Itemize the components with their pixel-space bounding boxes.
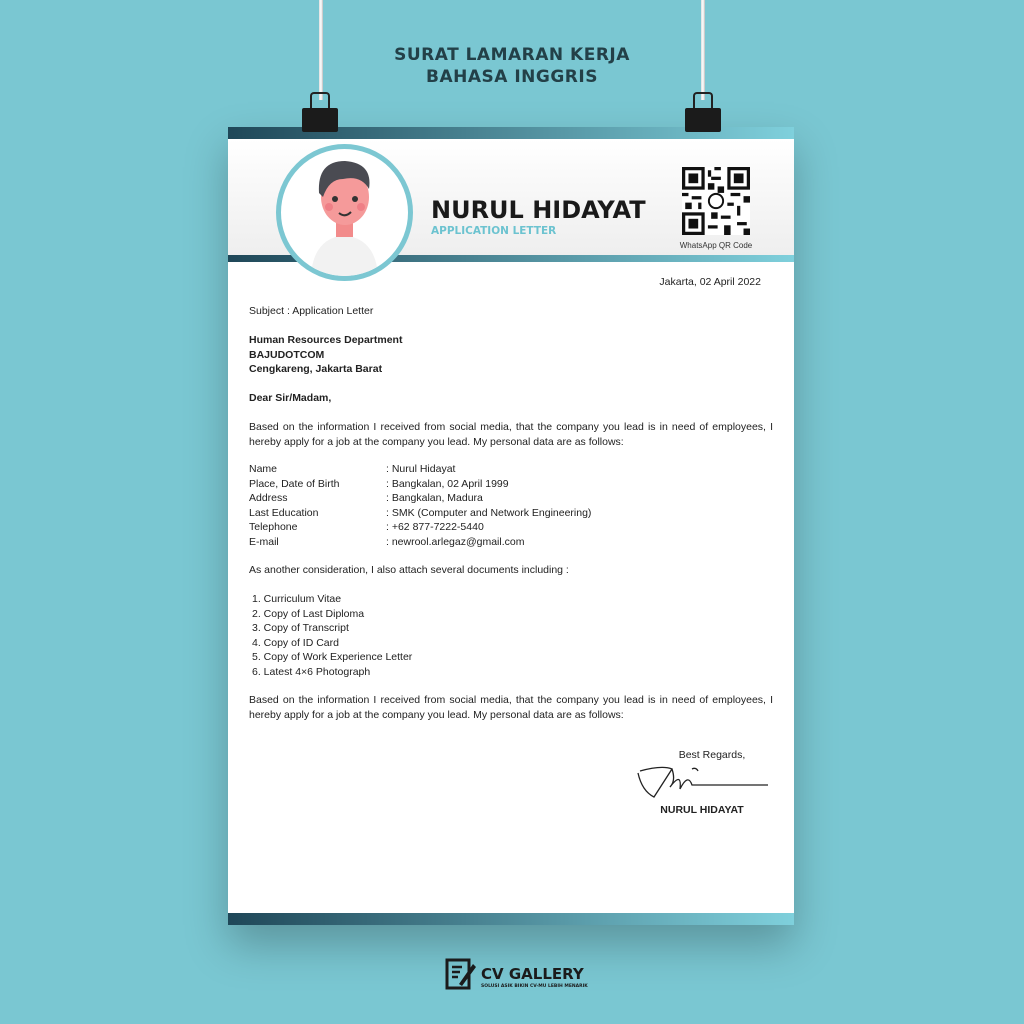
data-key: E-mail xyxy=(249,535,279,548)
list-item: 1. Curriculum Vitae xyxy=(252,593,342,605)
signature-block xyxy=(632,749,772,816)
recipient xyxy=(249,333,402,377)
person-illustration-icon xyxy=(281,149,408,276)
list-item: 4. Copy of ID Card xyxy=(252,636,339,649)
data-value: : Bangkalan, Madura xyxy=(386,492,483,504)
avatar xyxy=(276,144,413,281)
data-key: Name xyxy=(249,463,278,475)
brand-name: CV GALLERY xyxy=(481,965,584,983)
greeting: Dear Sir/Madam, xyxy=(249,392,332,404)
bottom-bar xyxy=(228,913,794,925)
data-key: Telephone xyxy=(249,521,298,533)
letter-type: APPLICATION LETTER xyxy=(431,225,557,237)
data-key: Place, Date of Birth xyxy=(249,477,340,490)
list-item: 5. Copy of Work Experience Letter xyxy=(252,651,413,663)
subject: Subject : Application Letter xyxy=(249,305,374,317)
closing-paragraph: Based on the information I received from social media, that the company you lead is in need of employees, I hereby apply for a job at the company you lead. My personal data are as follows: xyxy=(249,694,773,721)
title-line-1: SURAT LAMARAN KERJA xyxy=(394,45,630,65)
personal-data-table xyxy=(249,462,591,549)
data-key: Last Education xyxy=(249,506,319,519)
list-item: 2. Copy of Last Diploma xyxy=(252,607,365,620)
hanging-string xyxy=(701,0,705,100)
recipient-line: BAJUDOTCOM xyxy=(249,348,325,361)
data-row xyxy=(249,535,591,550)
applicant-name: NURUL HIDAYAT xyxy=(431,196,646,224)
page-title xyxy=(0,44,1024,88)
data-value: : +62 877-7222-5440 xyxy=(386,521,484,533)
title-line-2: BAHASA INGGRIS xyxy=(426,67,598,87)
document-list xyxy=(252,592,412,679)
data-row xyxy=(249,506,591,521)
qr-label: WhatsApp QR Code xyxy=(679,241,753,250)
letter-date: Jakarta, 02 April 2022 xyxy=(659,276,761,288)
intro-paragraph: Based on the information I received from social media, that the company you lead is in need of employees, I hereby apply for a job at the company you lead. My personal data are as follows: xyxy=(249,421,773,448)
brand-tagline: SOLUSI ASIK BIKIN CV-MU LEBIH MENARIK xyxy=(481,984,588,989)
data-row xyxy=(249,477,591,492)
data-value: : SMK (Computer and Network Engineering) xyxy=(386,506,592,519)
binder-clip-icon xyxy=(685,92,721,136)
binder-clip-icon xyxy=(302,92,338,136)
data-row xyxy=(249,462,591,477)
hanging-string xyxy=(319,0,323,100)
data-key: Address xyxy=(249,492,288,504)
data-value: : Bangkalan, 02 April 1999 xyxy=(386,477,509,490)
data-row xyxy=(249,491,591,506)
data-value: : Nurul Hidayat xyxy=(386,463,456,475)
qr-code-icon xyxy=(682,167,750,235)
signer-name: NURUL HIDAYAT xyxy=(660,804,744,816)
attachment-intro: As another consideration, I also attach several documents including : xyxy=(249,564,569,576)
list-item: 3. Copy of Transcript xyxy=(252,622,349,634)
recipient-line: Cengkareng, Jakarta Barat xyxy=(249,363,383,375)
data-row xyxy=(249,520,591,535)
signature-icon xyxy=(632,761,772,801)
cv-gallery-logo xyxy=(445,958,588,990)
regards: Best Regards, xyxy=(678,749,746,761)
letter-paper xyxy=(228,127,794,925)
data-value: : newrool.arlegaz@gmail.com xyxy=(386,535,525,548)
list-item: 6. Latest 4×6 Photograph xyxy=(252,665,371,678)
document-pen-icon xyxy=(445,958,477,990)
recipient-line: Human Resources Department xyxy=(249,334,403,346)
